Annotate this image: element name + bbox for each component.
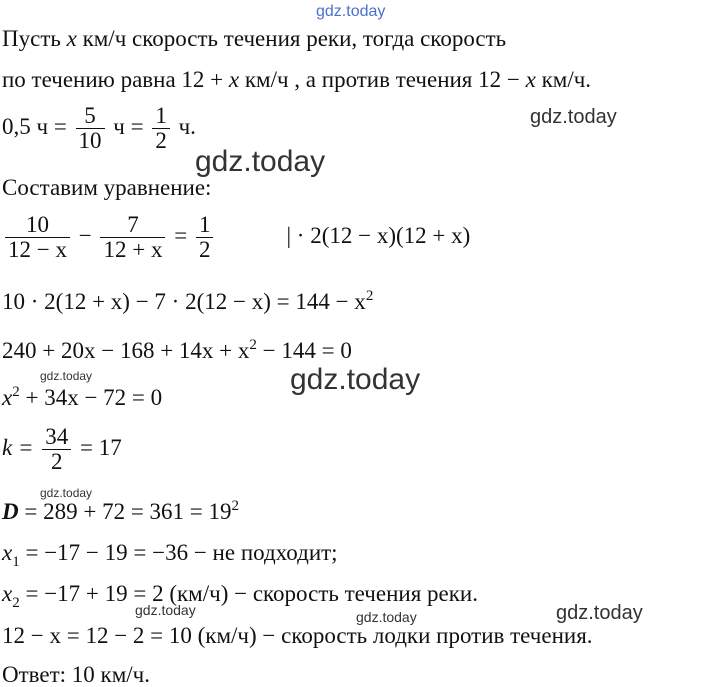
line1-var: x	[66, 26, 77, 51]
watermark-small-3: gdz.today	[135, 602, 196, 618]
line1-pre: Пусть	[2, 26, 67, 51]
line11-var: x	[2, 540, 13, 565]
line7-pre: 240 + 20x − 168 + 14x + x	[2, 338, 250, 363]
watermark-small-4: gdz.today	[356, 609, 417, 625]
line10-exp: 2	[231, 498, 240, 514]
fraction-1-2: $\frac{1}{2}$	[152, 104, 170, 153]
watermark-large-middle: gdz.today	[290, 363, 421, 396]
line6-text: 10 · 2(12 + x) − 7 · 2(12 − x) = 144 − x	[2, 289, 366, 314]
line1-post: км/ч скорость течения реки, тогда скорость	[76, 26, 507, 51]
line8-post: + 34x − 72 = 0	[19, 385, 163, 410]
watermark-small-2: gdz.today	[40, 486, 93, 500]
watermark-bottom-right: gdz.today	[556, 602, 643, 624]
watermark-small-1: gdz.today	[40, 369, 93, 383]
equation-multiplier: | · 2(12 − x)(12 + x)	[286, 222, 471, 248]
solution-line-11	[2, 540, 338, 570]
fraction-7-over-12-plus-x: $\frac{7}{12 + x}$	[100, 213, 165, 262]
fraction-1-over-2: $\frac{1}{2}$	[196, 213, 214, 262]
solution-line-6	[2, 290, 373, 313]
line3-mid: ч =	[107, 113, 150, 139]
fraction-10-over-12-minus-x: $\frac{10}{12 - x}$	[5, 213, 70, 262]
line2-var1: x	[228, 67, 240, 92]
solution-line-10	[2, 500, 239, 523]
line2-post: км/ч.	[535, 67, 592, 92]
line2-mid: км/ч , а против течения 12 −	[239, 67, 526, 92]
equation-minus: −	[72, 222, 98, 248]
solution-line-7	[2, 339, 352, 362]
line9-pre: k =	[2, 434, 40, 460]
equation-equals: =	[168, 222, 193, 248]
solution-line-2	[2, 68, 591, 91]
solution-line-4: Составим уравнение:	[2, 175, 212, 200]
solution-line-9	[2, 425, 122, 474]
line3-pre: 0,5 ч =	[2, 113, 73, 139]
line2-var2: x	[525, 67, 536, 92]
watermark-top: gdz.today	[316, 3, 386, 20]
line7-exp: 2	[249, 337, 257, 353]
line7-post: − 144 = 0	[256, 338, 352, 363]
line12-post: = −17 + 19 = 2 (км/ч) − скорость течения реки.	[19, 581, 478, 606]
solution-line-3	[2, 104, 196, 153]
line10-mid: = 289 + 72 = 361 = 19	[18, 499, 232, 524]
line12-var: x	[2, 581, 13, 606]
line12-sub: 2	[12, 595, 20, 611]
answer-line: Ответ: 10 км/ч.	[2, 662, 150, 687]
line11-post: = −17 − 19 = −36 − не подходит;	[19, 540, 338, 565]
line3-post: ч.	[172, 113, 196, 139]
line8-exp: 2	[12, 384, 20, 400]
line9-post: = 17	[74, 434, 122, 460]
equation-line	[2, 213, 470, 262]
watermark-large-upper: gdz.today	[195, 145, 326, 178]
solution-line-1	[2, 27, 506, 50]
line10-pre: D	[2, 499, 19, 524]
line2-pre: по течению равна 12 +	[2, 67, 229, 92]
solution-line-13: 12 − x = 12 − 2 = 10 (км/ч) − скорость лодки против течения.	[2, 623, 593, 648]
watermark-right: gdz.today	[530, 106, 617, 128]
line11-sub: 1	[12, 554, 20, 570]
line8-pre: x	[2, 385, 13, 410]
solution-line-8	[2, 386, 162, 409]
fraction-5-10: $\frac{5}{10}$	[76, 104, 105, 153]
line6-exp: 2	[365, 288, 374, 304]
fraction-34-over-2: $\frac{34}{2}$	[42, 425, 71, 474]
